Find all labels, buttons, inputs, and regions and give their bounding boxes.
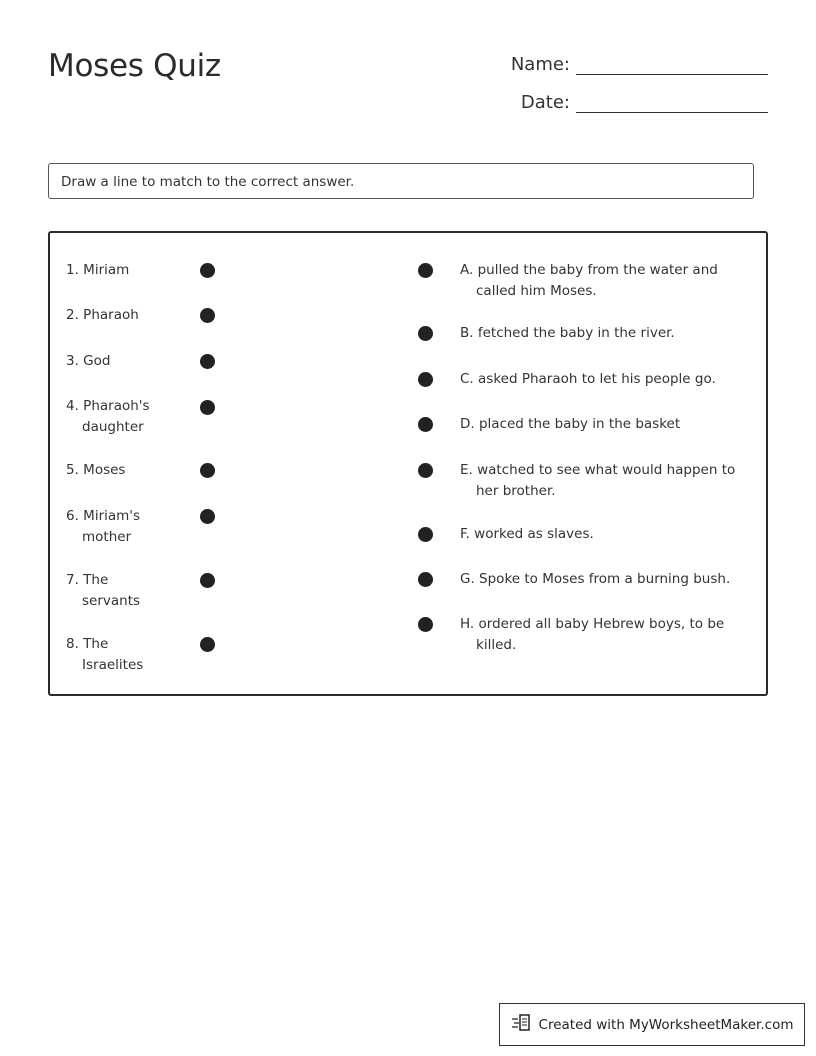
right-item-label: F. worked as slaves.	[460, 526, 594, 542]
left-dot-2[interactable]	[200, 308, 215, 323]
date-label: Date:	[520, 92, 570, 113]
left-dot-3[interactable]	[200, 354, 215, 369]
left-item	[66, 634, 156, 676]
right-dot-g[interactable]	[418, 572, 433, 587]
matching-panel	[48, 231, 768, 696]
left-item-label: 4. Pharaoh's daughter	[66, 398, 150, 435]
left-item-label: 1. Miriam	[66, 262, 130, 278]
left-item-label: 2. Pharaoh	[66, 307, 139, 323]
right-item	[460, 260, 750, 302]
right-item-label: H. ordered all baby Hebrew boys, to be killed.	[460, 616, 725, 653]
left-item	[66, 570, 156, 612]
left-dot-8[interactable]	[200, 637, 215, 652]
left-item-label: 6. Miriam's mother	[66, 508, 141, 545]
right-item	[460, 460, 750, 502]
left-item	[66, 351, 186, 372]
left-item	[66, 506, 156, 548]
right-dot-e[interactable]	[418, 463, 433, 478]
left-dot-5[interactable]	[200, 463, 215, 478]
left-dot-4[interactable]	[200, 400, 215, 415]
footer-credit[interactable]	[499, 1003, 805, 1046]
right-dot-h[interactable]	[418, 617, 433, 632]
right-item-label: G. Spoke to Moses from a burning bush.	[460, 571, 731, 587]
left-item	[66, 396, 156, 438]
name-line[interactable]	[576, 52, 768, 75]
right-dot-a[interactable]	[418, 263, 433, 278]
right-item-label: A. pulled the baby from the water and called him Moses.	[460, 262, 718, 299]
right-item-label: E. watched to see what would happen to her brother.	[460, 462, 736, 499]
right-item	[460, 569, 750, 590]
left-item-label: 8. The Israelites	[66, 636, 144, 673]
footer-text: Created with MyWorksheetMaker.com	[538, 1016, 794, 1033]
right-dot-b[interactable]	[418, 326, 433, 341]
right-item	[460, 614, 750, 656]
left-dot-7[interactable]	[200, 573, 215, 588]
left-item-label: 7. The servants	[66, 572, 141, 609]
right-item-label: D. placed the baby in the basket	[460, 416, 681, 432]
left-item-label: 5. Moses	[66, 462, 126, 478]
name-field	[480, 52, 768, 75]
right-item	[460, 524, 750, 545]
right-dot-f[interactable]	[418, 527, 433, 542]
date-field	[480, 90, 768, 113]
right-item-label: B. fetched the baby in the river.	[460, 325, 675, 341]
left-item-label: 3. God	[66, 353, 111, 369]
right-item-label: C. asked Pharaoh to let his people go.	[460, 371, 716, 387]
right-item	[460, 369, 750, 390]
right-item	[460, 414, 750, 435]
left-dot-6[interactable]	[200, 509, 215, 524]
right-dot-c[interactable]	[418, 372, 433, 387]
date-line[interactable]	[576, 90, 768, 113]
left-dot-1[interactable]	[200, 263, 215, 278]
page-title: Moses Quiz	[48, 48, 221, 84]
right-dot-d[interactable]	[418, 417, 433, 432]
left-item	[66, 460, 186, 481]
name-label: Name:	[510, 54, 570, 75]
right-item	[460, 323, 750, 344]
worksheet-maker-logo-icon	[511, 1013, 539, 1037]
instructions-box: Draw a line to match to the correct answer.	[48, 163, 754, 199]
left-item	[66, 305, 186, 326]
left-item	[66, 260, 186, 281]
